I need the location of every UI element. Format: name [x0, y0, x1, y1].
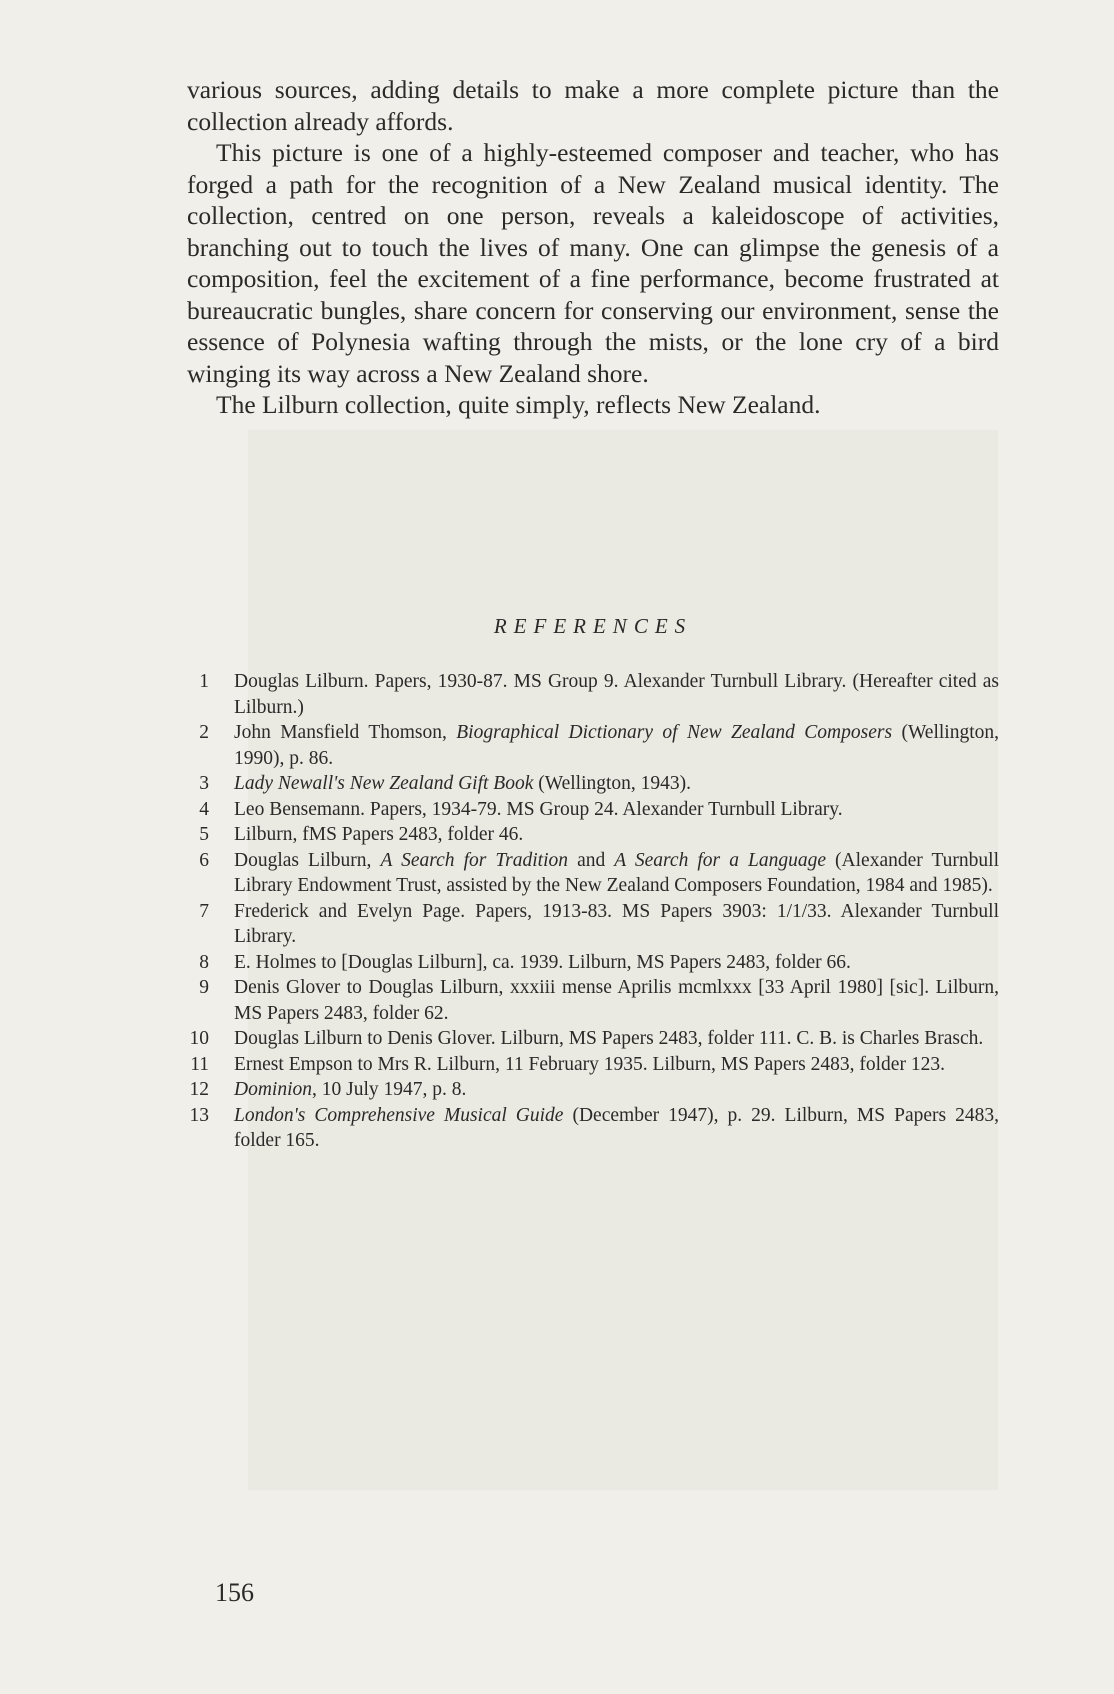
reference-number: 8 [199, 951, 209, 973]
reference-title: Dominion [234, 1079, 312, 1100]
reference-item [187, 771, 999, 797]
reference-item [187, 822, 999, 848]
paragraph-3: The Lilburn collection, quite simply, reflects New Zealand. [216, 390, 821, 419]
reference-text: E. Holmes to [Douglas Lilburn], ca. 1939. Lilburn, MS Papers 2483, folder 66. [234, 951, 851, 973]
reference-text: Douglas Lilburn to Denis Glover. Lilburn, MS Papers 2483, folder 111. C. B. is Charles Brasch. [234, 1028, 984, 1049]
reference-number: 2 [199, 722, 209, 743]
reference-text: Leo Bensemann. Papers, 1934-79. MS Group 24. Alexander Turnbull Library. [234, 798, 843, 820]
reference-number: 1 [199, 671, 209, 692]
reference-text: and [568, 849, 615, 871]
reference-item [187, 848, 999, 899]
reference-text: (Alexander Turnbull Library Endowment Trust, assisted by the New Zealand Composers Foundation, 1984 and 1985). [234, 849, 1000, 896]
reference-item [187, 797, 999, 823]
reference-number: 4 [199, 798, 209, 820]
reference-number: 7 [199, 900, 209, 922]
reference-item [187, 1077, 999, 1103]
reference-text: Lilburn, fMS Papers 2483, folder 46. [234, 824, 524, 845]
reference-text: Ernest Empson to Mrs R. Lilburn, 11 February 1935. Lilburn, MS Papers 2483, folder 123. [234, 1053, 945, 1075]
references-heading: REFERENCES [493, 614, 693, 638]
reference-item [187, 899, 999, 950]
reference-number: 12 [189, 1079, 209, 1100]
reference-item [187, 950, 999, 976]
reference-number: 10 [189, 1028, 209, 1049]
reference-number: 3 [199, 773, 209, 794]
reference-item [187, 1103, 999, 1154]
paragraph-1: various sources, adding details to make a more complete picture than the collection already affords. [187, 75, 999, 136]
reference-title: Biographical Dictionary of New Zealand Composers [456, 722, 893, 743]
reference-text: Douglas Lilburn. Papers, 1930-87. MS Group 9. Alexander Turnbull Library. (Hereafter cited as Lilburn.) [234, 671, 999, 718]
reference-text: , 10 July 1947, p. 8. [312, 1079, 467, 1100]
reference-title: London's Comprehensive Musical Guide [234, 1104, 564, 1126]
reference-text: Denis Glover to Douglas Lilburn, xxxiii mense Aprilis mcmlxxx [33 April 1980] [sic]. Lilburn, MS Papers 2483, folder 62. [234, 977, 999, 1024]
reference-text: John Mansfield Thomson, [234, 722, 457, 743]
reference-text: (Wellington, 1943). [533, 773, 692, 794]
reference-item [187, 669, 999, 720]
reference-number: 13 [189, 1104, 209, 1126]
references-list [187, 669, 999, 1154]
reference-text: Frederick and Evelyn Page. Papers, 1913-83. MS Papers 3903: 1/1/33. Alexander Turnbull Library. [234, 900, 999, 947]
reference-title: A Search for a Language [614, 849, 826, 871]
body-text [187, 74, 999, 421]
reference-text: (Wellington, 1990), p. 86. [234, 722, 999, 769]
paragraph-2: This picture is one of a highly-esteemed composer and teacher, who has forged a path for the recognition of a New Zealand musical identity. The collection, centred on one person, reveals a kaleidoscope of activities, branching out to touch the lives of many. One can glimpse the genesis of a composition, feel the excitement of a fine performance, become frustrated at bureaucratic bungles, share concern for conserving our environment, sense the essence of Polynesia wafting through the mists, or the lone cry of a bird winging its way across a New Zealand shore. [187, 138, 999, 388]
reference-text: Douglas Lilburn, [234, 849, 381, 871]
reference-text: (December 1947), p. 29. Lilburn, MS Papers 2483, folder 165. [234, 1104, 999, 1151]
reference-number: 11 [190, 1053, 209, 1075]
reference-item [187, 1052, 999, 1078]
reference-item [187, 975, 999, 1026]
reference-item [187, 720, 999, 771]
reference-item [187, 1026, 999, 1052]
reference-title: A Search for Tradition [380, 849, 569, 871]
reference-title: Lady Newall's New Zealand Gift Book [234, 773, 534, 794]
reference-number: 6 [199, 849, 209, 871]
reference-number: 5 [199, 824, 209, 845]
page-number: 156 [215, 1578, 254, 1607]
reference-number: 9 [199, 977, 209, 998]
